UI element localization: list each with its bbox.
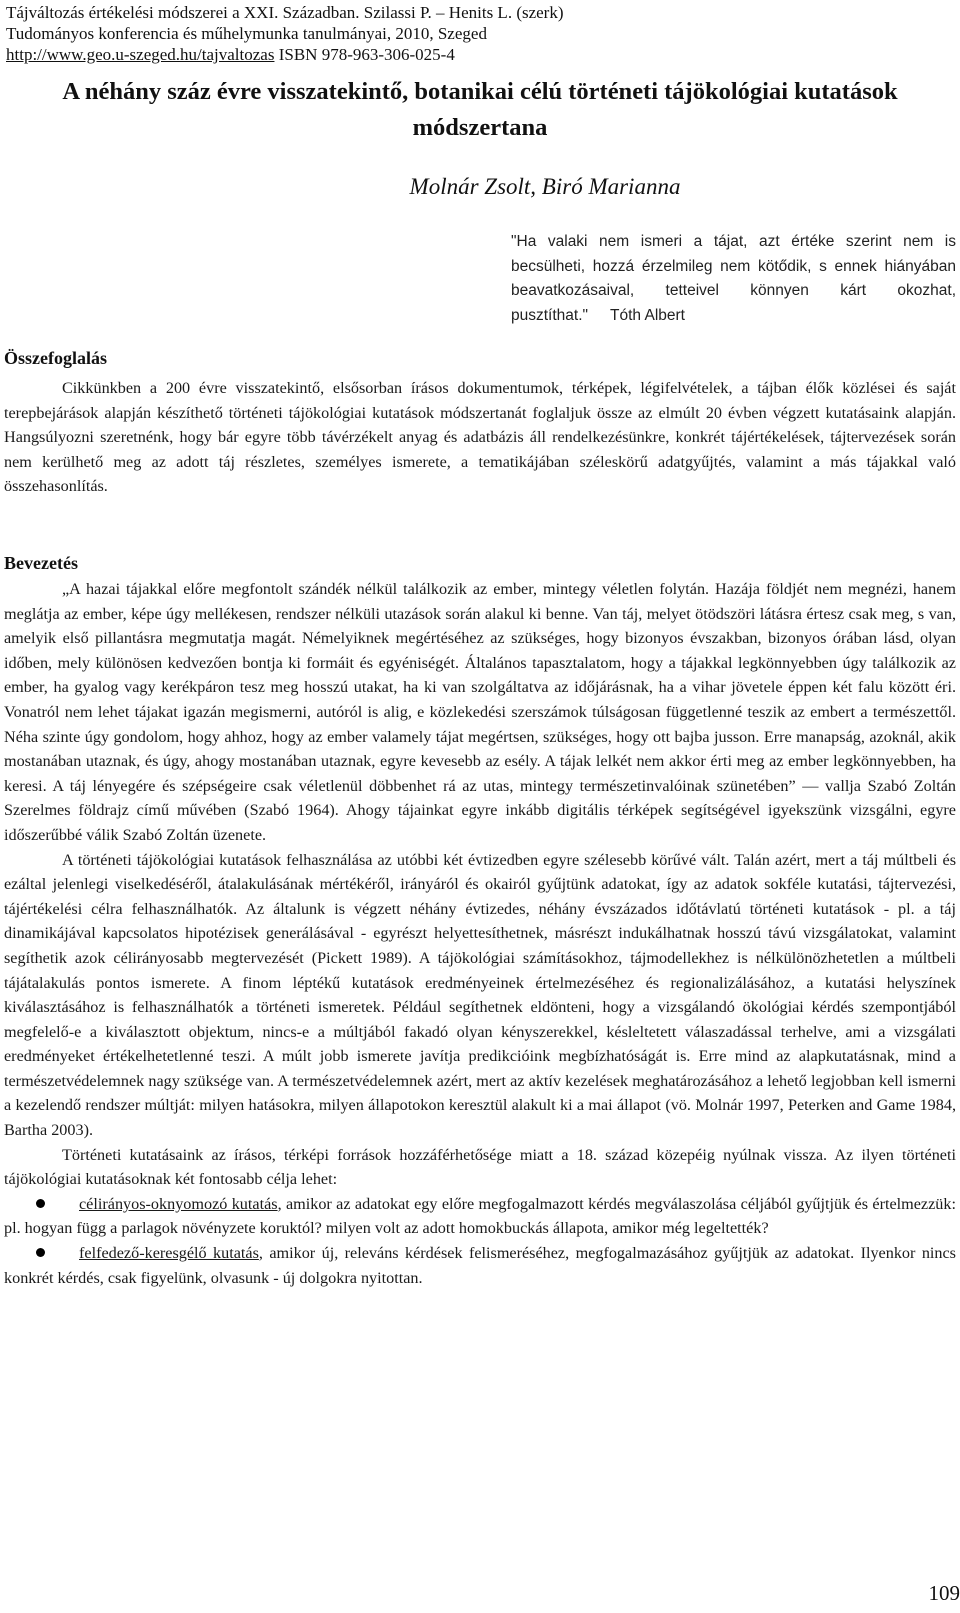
intro-paragraph-2: A történeti tájökológiai kutatások felhasználása az utóbbi két évtizedben egyre szélesebb körűvé vált. Talán azért, mert a táj múltbeli és ezáltal jelenlegi viselkedéséről, átalakulásának mértékéről, irányáról és okairól gyűjtünk adatokat, így az adatok sokféle kutatási, tájtervezési, tájértékelési célra felhasználhatók. Az általunk is végzett néhány évtizedes, néhány évszázados időtávlatú történeti kutatások - pl. a táj dinamikájával kapcsolatos hipotézisek generálásával - egyrészt helyettesíthetnek, másrészt indukálhatnak hosszú távú vizsgálatokat, valamint segíthetik azok célirányosabb megtervezését (Pickett 1989). A tájökológiai számításokhoz, tájmodellekhez is nélkülönözhetetlen a múltbeli tájátalakulás pontos ismerete. A finom léptékű kutatások eredményeinek értelmezéséhez és regionalizálásához, a kutatási helyszínek kiválasztásához is felhasználhatók a történeti ismeretek. Például segíthetnek eldönteni, hogy a vizsgálandó ökológiai kérdés szempontjából megfelelő-e a kiválasztott objektum, nincs-e a múltjából fakadó olyan kényszerekkel, késleltetett válaszadással terhelve, ami a vizsgálati eredményeket értékelhetetlenné teszi. A múlt jobb ismerete javítja predikcióink megbízhatóságát is. Erre mind az alapkutatásnak, mind a természetvédelemnek nagy szüksége van. A természetvédelemnek azért, mert az aktív kezelések meghatározásához a lehető legjobban kell ismerni a kezelendő rendszer múltját: milyen hatásokra, milyen állapotokon keresztül alakult ki a mai állapot (vö. Molnár 1997, Peterken and Game 1984, Bartha 2003). xyxy=(4,850,956,1140)
paper-title: A néhány száz évre visszatekintő, botanikai célú történeti tájökológiai kutatások módszertana xyxy=(62,78,898,141)
list-item-term: célirányos-oknyomozó kutatás xyxy=(79,1194,278,1213)
list-item-term: felfedező-keresgélő kutatás xyxy=(79,1244,259,1263)
paper-authors: Molnár Zsolt, Biró Marianna xyxy=(409,174,681,199)
running-header xyxy=(6,2,946,65)
page-number: 109 xyxy=(928,1581,960,1605)
bullet-icon xyxy=(36,1199,45,1208)
header-line-1: Tájváltozás értékelési módszerei a XXI. Században. Szilassi P. – Henits L. (szerk) xyxy=(6,3,564,22)
header-isbn: ISBN 978-963-306-025-4 xyxy=(274,45,455,64)
summary-paragraph: Cikkünkben a 200 évre visszatekintő, elsősorban írásos dokumentumok, térképek, légifelvételek, a tájban élők közlései és saját terepbejárások alapján készíthető történeti tájökológiai kutatások módszertanát foglaljuk össze az elmúlt 20 évben végzett kutatásaink alapján. Hangsúlyozni szeretnénk, hogy bár egyre több távérzékelt anyag és adatbázis áll rendelkezésünkre, konkrét tájértékelések, tájtervezések során nem kerülhető meg az adott táj részletes, személyes ismerete, a tematikájában széleskörű adatgyűjtés, valamint a más tájakkal való összehasonlítás. xyxy=(4,379,956,496)
header-line-3 xyxy=(6,44,946,65)
section-heading-intro: Bevezetés xyxy=(4,553,78,573)
summary-body xyxy=(4,376,956,499)
epigraph-text: "Ha valaki nem ismeri a tájat, azt értéke szerint nem is becsülheti, hozzá érzelmileg nem kötődik, s ennek hiányában beavatkozásaival, tetteivel könnyen kárt okozhat, pusztíthat." xyxy=(511,233,956,324)
list-item xyxy=(4,1192,956,1241)
epigraph-author: Tóth Albert xyxy=(610,306,685,324)
header-line-2: Tudományos konferencia és műhelymunka tanulmányai, 2010, Szeged xyxy=(6,24,487,43)
list-item-text: , amikor az adatokat egy előre megfogalmazott kérdés megválaszolása céljából gyűjtjük és értelmezzük: pl. hogyan függ a parlagok növényzete koruktól? milyen volt az adott homokbuckás állapota, amikor még legeltették? xyxy=(4,1194,956,1238)
research-goals-list xyxy=(4,1192,956,1290)
intro-paragraph-3: Történeti kutatásaink az írásos, térképi források hozzáférhetősége miatt a 18. század közepéig nyúlnak vissza. Az ilyen történeti tájökológiai kutatásoknak két fontosabb célja lehet: xyxy=(4,1145,956,1189)
bullet-icon xyxy=(36,1248,45,1257)
section-heading-summary: Összefoglalás xyxy=(4,348,107,368)
header-url-link[interactable]: http://www.geo.u-szeged.hu/tajvaltozas xyxy=(6,45,275,64)
list-item-text: , amikor új, releváns kérdések felismeréséhez, megfogalmazásához gyűjtjük az adatokat. Ilyenkor nincs konkrét kérdés, csak figyelünk, olvasunk - új dolgokra nyitottan. xyxy=(4,1244,956,1287)
intro-paragraph-1: „A hazai tájakkal előre megfontolt szándék nélkül találkozik az ember, mintegy véletlen folytán. Hazája földjét nem megnézi, hanem meglátja az ember, képe úgy mellékesen, rendszer nélküli utazások során alakul ki benne. Van táj, melyet ötödszöri látásra értesz csak meg, s van, amelyik első pillantásra megmutatja magát. Némelyiknek megértéséhez az szükséges, hogy bizonyos évszakban, bizonyos órában lásd, olyan időben, mely különösen kedvezően bontja ki formáit és egyéniségét. Általános tapasztalatom, hogy a tájakkal legkönnyebben úgy találkozik az ember, ha gyalog vagy kerékpáron tesz meg hosszú utakat, ha ki van szolgáltatva az időjárásnak, ha a vihar jövetele éppen két falu között éri. Vonatról nem lehet tájakat igazán megismerni, autóról is alig, e közlekedési szerszámok túlságosan függetlenné teszik az embert a természettől. Néha szinte úgy gondolom, hogy ahhoz, hogy az ember valamely tájat megértsen, szükséges, hogy ott bajba jusson. Erre manapság, azoknál, akik mostanában utaznak, és úgy, ahogy mostanában utaznak, egyre kevesebb az esély. A tájak lelkét nem akkor érti meg az ember legkönnyebben, ha keresi. A táj lényegére és szépségeire csak véletlenül döbbenhet rá az utas, mintegy természetinvalóinak szünetében” — vallja Szabó Zoltán Szerelmes földrajz című művében (Szabó 1964). Ahogy tájainkat egyre inkább digitális térképek segítségével igyekszünk vizsgálni, egyre időszerűbbé válik Szabó Zoltán üzenete. xyxy=(4,580,956,844)
intro-body xyxy=(4,577,956,1290)
epigraph-quote xyxy=(511,230,956,328)
list-item xyxy=(4,1241,956,1290)
